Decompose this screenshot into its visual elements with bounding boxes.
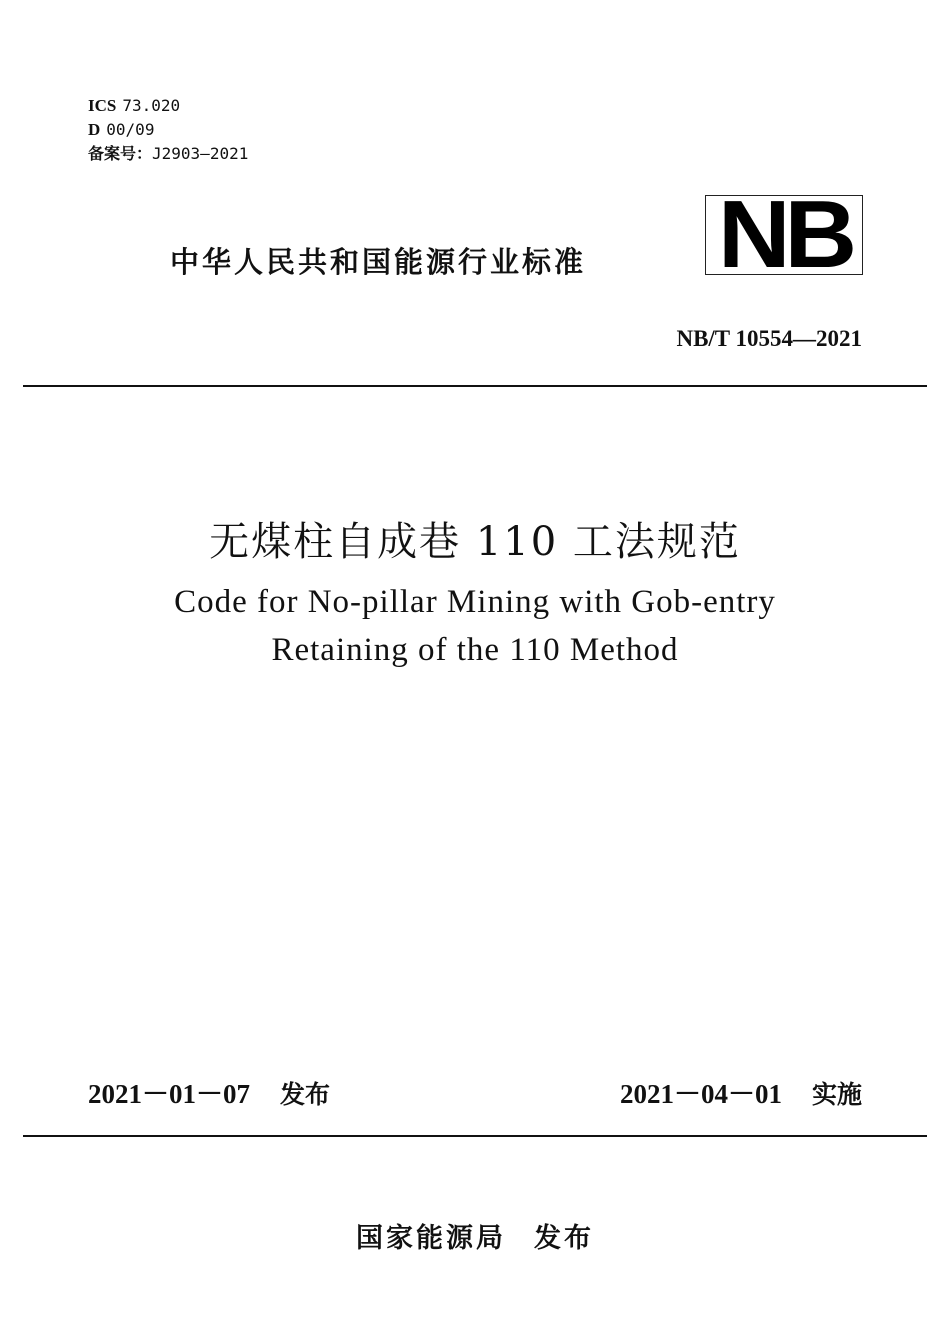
nb-logo: [705, 195, 863, 275]
ics-code: [88, 94, 248, 118]
bottom-divider: [23, 1135, 927, 1137]
issue-word: 发布: [280, 1080, 331, 1109]
implement-date-block: [620, 1072, 862, 1111]
issue-date: 2021－01－07: [88, 1079, 250, 1109]
issue-date-block: [88, 1072, 330, 1111]
publisher-name: 国家能源局: [356, 1223, 506, 1254]
publisher-word: 发布: [534, 1223, 594, 1254]
chinese-title: 无煤柱自成巷 110 工法规范: [209, 519, 741, 565]
top-divider: [23, 385, 927, 387]
class-value: 00/09: [106, 120, 155, 139]
ics-label: ICS: [88, 96, 117, 115]
english-title-line1: Code for No-pillar Mining with Gob-entry: [174, 584, 776, 620]
filing-label: 备案号：: [88, 144, 153, 163]
ics-value: 73.020: [122, 96, 181, 115]
english-title-line2: Retaining of the 110 Method: [271, 632, 679, 668]
industry-standard-title: 中华人民共和国能源行业标准: [170, 245, 587, 279]
implement-date: 2021－04－01: [619, 1079, 782, 1109]
filing-number: [88, 142, 248, 166]
filing-value: J2903—2021: [152, 144, 249, 163]
classification-code: [88, 118, 248, 142]
document-meta: [88, 94, 248, 166]
standard-number: NB/T 10554—2021: [676, 326, 862, 351]
class-label: D: [88, 120, 101, 139]
publisher-line: [0, 1216, 950, 1255]
implement-word: 实施: [811, 1080, 862, 1109]
nb-logo-text: NB: [717, 195, 851, 275]
